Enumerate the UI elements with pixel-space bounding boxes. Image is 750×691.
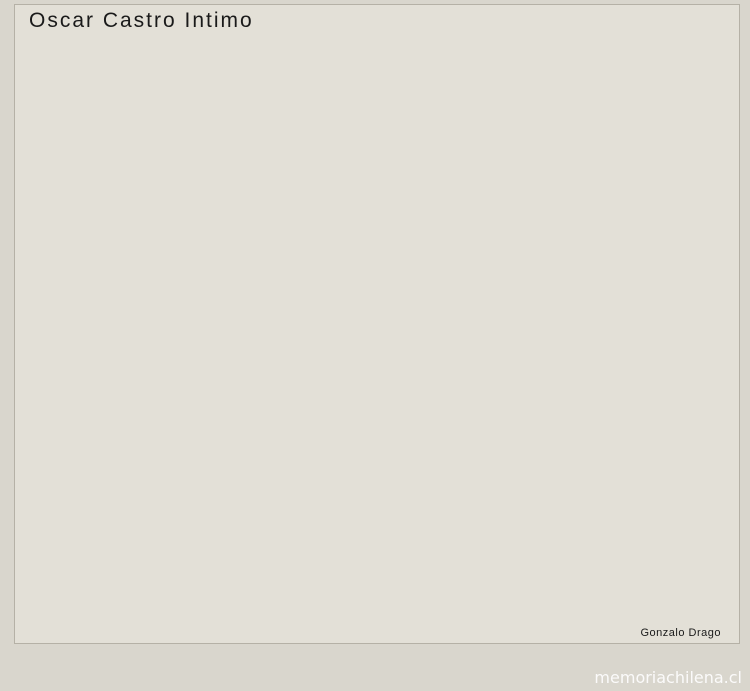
article-column-1 bbox=[29, 43, 254, 621]
author-signature: Gonzalo Drago bbox=[640, 627, 721, 639]
newspaper-clipping bbox=[14, 4, 740, 644]
article-column-3 bbox=[506, 43, 731, 621]
article-title: Oscar Castro Intimo bbox=[29, 9, 254, 32]
watermark: memoriachilena.cl bbox=[594, 668, 742, 687]
article-column-2 bbox=[268, 43, 493, 621]
article-body bbox=[29, 43, 731, 621]
